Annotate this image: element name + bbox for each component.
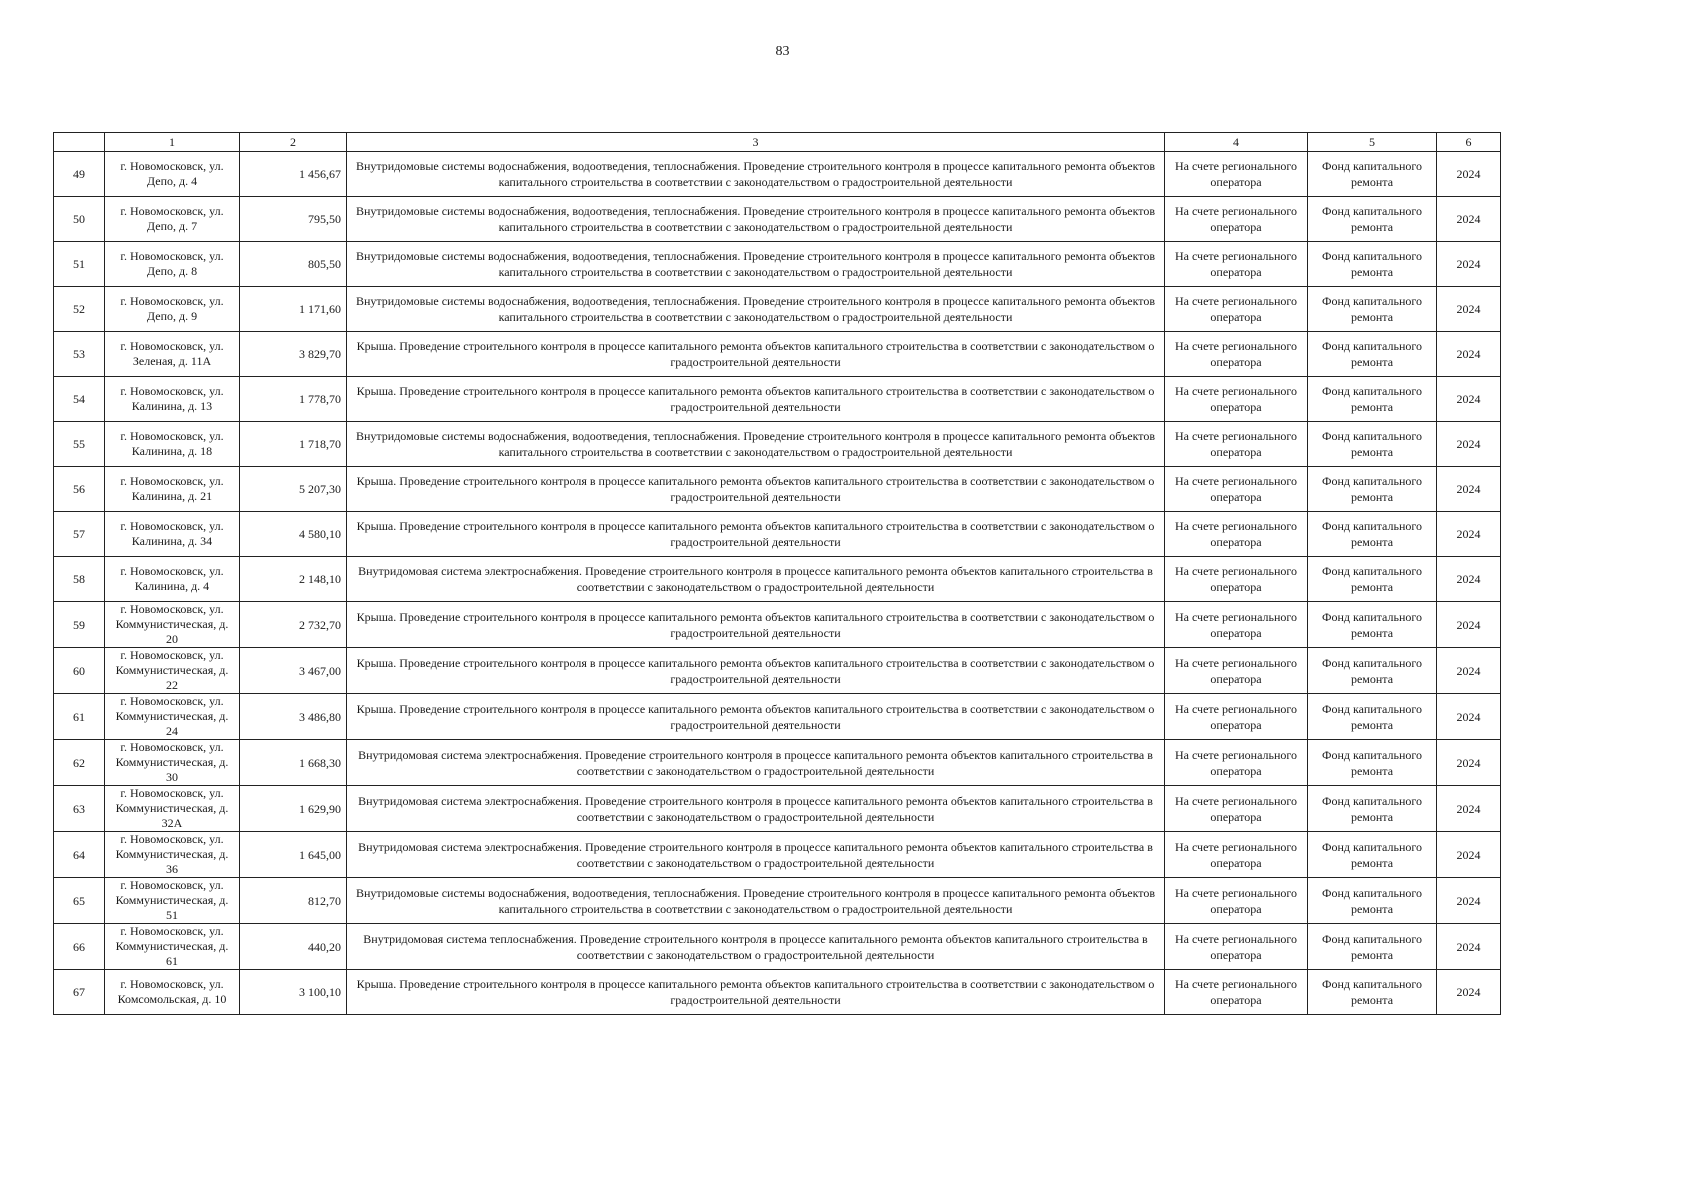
row-number-cell: 61 bbox=[54, 694, 105, 740]
column-header: 2 bbox=[240, 133, 347, 152]
table-row bbox=[54, 786, 1501, 832]
work-description-cell: Внутридомовая система теплоснабжения. Проведение строительного контроля в процессе капитального ремонта объектов капитального строительства в соответствии с законодательством о градостроительной деятельности bbox=[347, 924, 1165, 970]
cost-cell: 3 486,80 bbox=[240, 694, 347, 740]
table-row bbox=[54, 878, 1501, 924]
funding-source-cell: Фонд капитального ремонта bbox=[1308, 422, 1437, 467]
work-description-cell: Крыша. Проведение строительного контроля в процессе капитального ремонта объектов капитального строительства в соответствии с законодательством о градостроительной деятельности bbox=[347, 648, 1165, 694]
account-cell: На счете регионального оператора bbox=[1165, 694, 1308, 740]
year-cell: 2024 bbox=[1437, 557, 1501, 602]
funding-source-cell: Фонд капитального ремонта bbox=[1308, 786, 1437, 832]
cost-cell: 3 100,10 bbox=[240, 970, 347, 1015]
year-cell: 2024 bbox=[1437, 740, 1501, 786]
table-body bbox=[54, 133, 1501, 1015]
table-row bbox=[54, 332, 1501, 377]
funding-source-cell: Фонд капитального ремонта bbox=[1308, 740, 1437, 786]
row-number-cell: 55 bbox=[54, 422, 105, 467]
year-cell: 2024 bbox=[1437, 786, 1501, 832]
row-number-cell: 60 bbox=[54, 648, 105, 694]
work-description-cell: Внутридомовые системы водоснабжения, водоотведения, теплоснабжения. Проведение строительного контроля в процессе капитального ремонта объектов капитального строительства в соответствии с законодательством о градостроительной деятельности bbox=[347, 197, 1165, 242]
table-row bbox=[54, 512, 1501, 557]
work-description-cell: Крыша. Проведение строительного контроля в процессе капитального ремонта объектов капитального строительства в соответствии с законодательством о градостроительной деятельности bbox=[347, 332, 1165, 377]
account-cell: На счете регионального оператора bbox=[1165, 422, 1308, 467]
address-cell: г. Новомосковск, ул. Коммунистическая, д. 51 bbox=[105, 878, 240, 924]
work-description-cell: Крыша. Проведение строительного контроля в процессе капитального ремонта объектов капитального строительства в соответствии с законодательством о градостроительной деятельности bbox=[347, 970, 1165, 1015]
row-number-cell: 59 bbox=[54, 602, 105, 648]
work-description-cell: Внутридомовая система электроснабжения. Проведение строительного контроля в процессе капитального ремонта объектов капитального строительства в соответствии с законодательством о градостроительной деятельности bbox=[347, 832, 1165, 878]
row-number-cell: 51 bbox=[54, 242, 105, 287]
account-cell: На счете регионального оператора bbox=[1165, 740, 1308, 786]
year-cell: 2024 bbox=[1437, 242, 1501, 287]
column-header: 1 bbox=[105, 133, 240, 152]
year-cell: 2024 bbox=[1437, 332, 1501, 377]
account-cell: На счете регионального оператора bbox=[1165, 377, 1308, 422]
address-cell: г. Новомосковск, ул. Коммунистическая, д. 36 bbox=[105, 832, 240, 878]
account-cell: На счете регионального оператора bbox=[1165, 970, 1308, 1015]
address-cell: г. Новомосковск, ул. Зеленая, д. 11А bbox=[105, 332, 240, 377]
table-row bbox=[54, 197, 1501, 242]
table-row bbox=[54, 970, 1501, 1015]
work-description-cell: Внутридомовые системы водоснабжения, водоотведения, теплоснабжения. Проведение строительного контроля в процессе капитального ремонта объектов капитального строительства в соответствии с законодательством о градостроительной деятельности bbox=[347, 152, 1165, 197]
table-row bbox=[54, 422, 1501, 467]
cost-cell: 1 718,70 bbox=[240, 422, 347, 467]
funding-source-cell: Фонд капитального ремонта bbox=[1308, 694, 1437, 740]
address-cell: г. Новомосковск, ул. Коммунистическая, д. 32А bbox=[105, 786, 240, 832]
funding-source-cell: Фонд капитального ремонта bbox=[1308, 467, 1437, 512]
cost-cell: 1 668,30 bbox=[240, 740, 347, 786]
cost-cell: 805,50 bbox=[240, 242, 347, 287]
cost-cell: 795,50 bbox=[240, 197, 347, 242]
funding-source-cell: Фонд капитального ремонта bbox=[1308, 648, 1437, 694]
work-description-cell: Внутридомовая система электроснабжения. Проведение строительного контроля в процессе капитального ремонта объектов капитального строительства в соответствии с законодательством о градостроительной деятельности bbox=[347, 557, 1165, 602]
address-cell: г. Новомосковск, ул. Депо, д. 7 bbox=[105, 197, 240, 242]
account-cell: На счете регионального оператора bbox=[1165, 924, 1308, 970]
work-description-cell: Крыша. Проведение строительного контроля в процессе капитального ремонта объектов капитального строительства в соответствии с законодательством о градостроительной деятельности bbox=[347, 512, 1165, 557]
account-cell: На счете регионального оператора bbox=[1165, 786, 1308, 832]
cost-cell: 1 629,90 bbox=[240, 786, 347, 832]
table-row bbox=[54, 152, 1501, 197]
column-header bbox=[54, 133, 105, 152]
row-number-cell: 54 bbox=[54, 377, 105, 422]
account-cell: На счете регионального оператора bbox=[1165, 467, 1308, 512]
funding-source-cell: Фонд капитального ремонта bbox=[1308, 557, 1437, 602]
table-row bbox=[54, 648, 1501, 694]
work-description-cell: Внутридомовые системы водоснабжения, водоотведения, теплоснабжения. Проведение строительного контроля в процессе капитального ремонта объектов капитального строительства в соответствии с законодательством о градостроительной деятельности bbox=[347, 287, 1165, 332]
funding-source-cell: Фонд капитального ремонта bbox=[1308, 832, 1437, 878]
funding-source-cell: Фонд капитального ремонта bbox=[1308, 970, 1437, 1015]
account-cell: На счете регионального оператора bbox=[1165, 242, 1308, 287]
row-number-cell: 63 bbox=[54, 786, 105, 832]
address-cell: г. Новомосковск, ул. Коммунистическая, д. 20 bbox=[105, 602, 240, 648]
cost-cell: 1 171,60 bbox=[240, 287, 347, 332]
row-number-cell: 53 bbox=[54, 332, 105, 377]
row-number-cell: 52 bbox=[54, 287, 105, 332]
row-number-cell: 66 bbox=[54, 924, 105, 970]
address-cell: г. Новомосковск, ул. Калинина, д. 34 bbox=[105, 512, 240, 557]
address-cell: г. Новомосковск, ул. Депо, д. 8 bbox=[105, 242, 240, 287]
year-cell: 2024 bbox=[1437, 924, 1501, 970]
year-cell: 2024 bbox=[1437, 694, 1501, 740]
account-cell: На счете регионального оператора bbox=[1165, 648, 1308, 694]
year-cell: 2024 bbox=[1437, 512, 1501, 557]
row-number-cell: 67 bbox=[54, 970, 105, 1015]
row-number-cell: 56 bbox=[54, 467, 105, 512]
table-row bbox=[54, 557, 1501, 602]
row-number-cell: 64 bbox=[54, 832, 105, 878]
work-description-cell: Внутридомовые системы водоснабжения, водоотведения, теплоснабжения. Проведение строительного контроля в процессе капитального ремонта объектов капитального строительства в соответствии с законодательством о градостроительной деятельности bbox=[347, 422, 1165, 467]
funding-source-cell: Фонд капитального ремонта bbox=[1308, 377, 1437, 422]
column-header: 4 bbox=[1165, 133, 1308, 152]
funding-source-cell: Фонд капитального ремонта bbox=[1308, 924, 1437, 970]
account-cell: На счете регионального оператора bbox=[1165, 332, 1308, 377]
year-cell: 2024 bbox=[1437, 287, 1501, 332]
table-row bbox=[54, 287, 1501, 332]
cost-cell: 1 778,70 bbox=[240, 377, 347, 422]
year-cell: 2024 bbox=[1437, 377, 1501, 422]
column-header: 5 bbox=[1308, 133, 1437, 152]
work-description-cell: Крыша. Проведение строительного контроля в процессе капитального ремонта объектов капитального строительства в соответствии с законодательством о градостроительной деятельности bbox=[347, 694, 1165, 740]
address-cell: г. Новомосковск, ул. Коммунистическая, д. 22 bbox=[105, 648, 240, 694]
address-cell: г. Новомосковск, ул. Калинина, д. 21 bbox=[105, 467, 240, 512]
row-number-cell: 57 bbox=[54, 512, 105, 557]
cost-cell: 1 456,67 bbox=[240, 152, 347, 197]
funding-source-cell: Фонд капитального ремонта bbox=[1308, 602, 1437, 648]
table-row bbox=[54, 467, 1501, 512]
table-row bbox=[54, 740, 1501, 786]
address-cell: г. Новомосковск, ул. Коммунистическая, д. 30 bbox=[105, 740, 240, 786]
funding-source-cell: Фонд капитального ремонта bbox=[1308, 287, 1437, 332]
table-row bbox=[54, 602, 1501, 648]
account-cell: На счете регионального оператора bbox=[1165, 602, 1308, 648]
table-row bbox=[54, 832, 1501, 878]
cost-cell: 3 829,70 bbox=[240, 332, 347, 377]
address-cell: г. Новомосковск, ул. Комсомольская, д. 10 bbox=[105, 970, 240, 1015]
year-cell: 2024 bbox=[1437, 878, 1501, 924]
page-number: 83 bbox=[775, 44, 790, 59]
funding-source-cell: Фонд капитального ремонта bbox=[1308, 332, 1437, 377]
address-cell: г. Новомосковск, ул. Калинина, д. 4 bbox=[105, 557, 240, 602]
cost-cell: 440,20 bbox=[240, 924, 347, 970]
year-cell: 2024 bbox=[1437, 602, 1501, 648]
cost-cell: 3 467,00 bbox=[240, 648, 347, 694]
account-cell: На счете регионального оператора bbox=[1165, 287, 1308, 332]
year-cell: 2024 bbox=[1437, 197, 1501, 242]
account-cell: На счете регионального оператора bbox=[1165, 878, 1308, 924]
work-description-cell: Внутридомовая система электроснабжения. Проведение строительного контроля в процессе капитального ремонта объектов капитального строительства в соответствии с законодательством о градостроительной деятельности bbox=[347, 786, 1165, 832]
account-cell: На счете регионального оператора bbox=[1165, 152, 1308, 197]
column-number-row bbox=[54, 133, 1501, 152]
cost-cell: 2 732,70 bbox=[240, 602, 347, 648]
account-cell: На счете регионального оператора bbox=[1165, 832, 1308, 878]
year-cell: 2024 bbox=[1437, 152, 1501, 197]
cost-cell: 812,70 bbox=[240, 878, 347, 924]
column-header: 6 bbox=[1437, 133, 1501, 152]
year-cell: 2024 bbox=[1437, 467, 1501, 512]
account-cell: На счете регионального оператора bbox=[1165, 557, 1308, 602]
address-cell: г. Новомосковск, ул. Калинина, д. 13 bbox=[105, 377, 240, 422]
table-row bbox=[54, 694, 1501, 740]
cost-cell: 5 207,30 bbox=[240, 467, 347, 512]
work-description-cell: Крыша. Проведение строительного контроля в процессе капитального ремонта объектов капитального строительства в соответствии с законодательством о градостроительной деятельности bbox=[347, 377, 1165, 422]
address-cell: г. Новомосковск, ул. Калинина, д. 18 bbox=[105, 422, 240, 467]
address-cell: г. Новомосковск, ул. Коммунистическая, д. 24 bbox=[105, 694, 240, 740]
work-description-cell: Крыша. Проведение строительного контроля в процессе капитального ремонта объектов капитального строительства в соответствии с законодательством о градостроительной деятельности bbox=[347, 602, 1165, 648]
year-cell: 2024 bbox=[1437, 648, 1501, 694]
funding-source-cell: Фонд капитального ремонта bbox=[1308, 197, 1437, 242]
cost-cell: 2 148,10 bbox=[240, 557, 347, 602]
row-number-cell: 65 bbox=[54, 878, 105, 924]
account-cell: На счете регионального оператора bbox=[1165, 512, 1308, 557]
funding-source-cell: Фонд капитального ремонта bbox=[1308, 152, 1437, 197]
column-header: 3 bbox=[347, 133, 1165, 152]
funding-source-cell: Фонд капитального ремонта bbox=[1308, 242, 1437, 287]
capital-repair-table bbox=[53, 132, 1501, 1015]
table-row bbox=[54, 242, 1501, 287]
address-cell: г. Новомосковск, ул. Депо, д. 9 bbox=[105, 287, 240, 332]
cost-cell: 1 645,00 bbox=[240, 832, 347, 878]
row-number-cell: 62 bbox=[54, 740, 105, 786]
table-row bbox=[54, 924, 1501, 970]
row-number-cell: 58 bbox=[54, 557, 105, 602]
year-cell: 2024 bbox=[1437, 970, 1501, 1015]
work-description-cell: Крыша. Проведение строительного контроля в процессе капитального ремонта объектов капитального строительства в соответствии с законодательством о градостроительной деятельности bbox=[347, 467, 1165, 512]
year-cell: 2024 bbox=[1437, 422, 1501, 467]
row-number-cell: 49 bbox=[54, 152, 105, 197]
address-cell: г. Новомосковск, ул. Депо, д. 4 bbox=[105, 152, 240, 197]
funding-source-cell: Фонд капитального ремонта bbox=[1308, 512, 1437, 557]
address-cell: г. Новомосковск, ул. Коммунистическая, д. 61 bbox=[105, 924, 240, 970]
work-description-cell: Внутридомовые системы водоснабжения, водоотведения, теплоснабжения. Проведение строительного контроля в процессе капитального ремонта объектов капитального строительства в соответствии с законодательством о градостроительной деятельности bbox=[347, 242, 1165, 287]
year-cell: 2024 bbox=[1437, 832, 1501, 878]
table-row bbox=[54, 377, 1501, 422]
funding-source-cell: Фонд капитального ремонта bbox=[1308, 878, 1437, 924]
account-cell: На счете регионального оператора bbox=[1165, 197, 1308, 242]
cost-cell: 4 580,10 bbox=[240, 512, 347, 557]
row-number-cell: 50 bbox=[54, 197, 105, 242]
work-description-cell: Внутридомовая система электроснабжения. Проведение строительного контроля в процессе капитального ремонта объектов капитального строительства в соответствии с законодательством о градостроительной деятельности bbox=[347, 740, 1165, 786]
work-description-cell: Внутридомовые системы водоснабжения, водоотведения, теплоснабжения. Проведение строительного контроля в процессе капитального ремонта объектов капитального строительства в соответствии с законодательством о градостроительной деятельности bbox=[347, 878, 1165, 924]
